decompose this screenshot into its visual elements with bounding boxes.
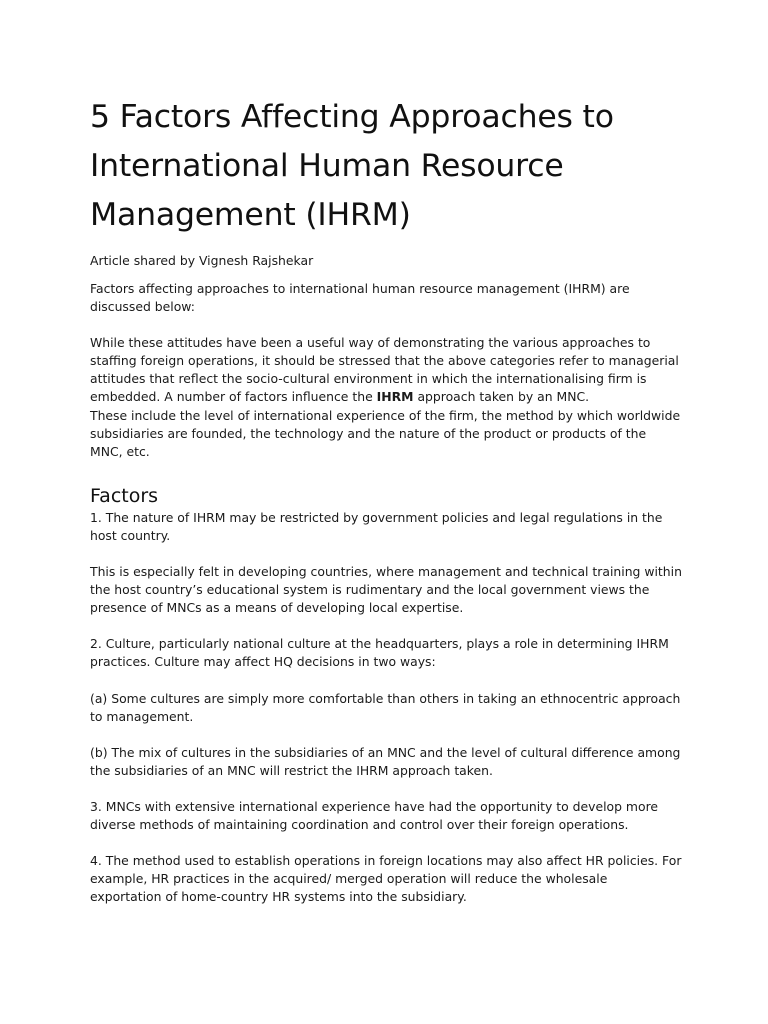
factor-1-paragraph: 1. The nature of IHRM may be restricted by government policies and legal regulations in the host country. [90, 509, 663, 543]
attitudes-text-end: approach taken by an MNC. [413, 389, 590, 405]
factors-heading: Factors [90, 484, 159, 507]
factor-3-paragraph: 3. MNCs with extensive international experience have had the opportunity to develop more diverse methods of maintaining coordination and control over their foreign operations. [90, 798, 659, 832]
article [90, 0, 682, 906]
factors-summary-text: These include the level of international experience of the firm, the method by which worldwide subsidiaries are founded, the technology and the nature of the product or products of the MNC, etc. [90, 407, 681, 459]
factor-2a-paragraph: (a) Some cultures are simply more comfortable than others in taking an ethnocentric approach to management. [90, 690, 681, 724]
attitudes-text: While these attitudes have been a useful way of demonstrating the various approaches to staffing foreign operations, it should be stressed that the above categories refer to managerial attitudes that reflect the socio-cultural environment in which the internationalising firm is embedded. A number of factors influence the [90, 335, 679, 405]
ihrm-bold-term: IHRM [376, 389, 414, 405]
factor-2-paragraph: 2. Culture, particularly national culture at the headquarters, plays a role in determining IHRM practices. Culture may affect HQ decisions in two ways: [90, 636, 669, 670]
developing-countries-paragraph: This is especially felt in developing countries, where management and technical training within the host country’s educational system is rudimentary and the local government views the presence of MNCs as a means of developing local expertise. [90, 564, 682, 616]
factor-2b-paragraph: (b) The mix of cultures in the subsidiaries of an MNC and the level of cultural difference among the subsidiaries of an MNC will restrict the IHRM approach taken. [90, 744, 681, 778]
factor-4-paragraph: 4. The method used to establish operations in foreign locations may also affect HR policies. For example, HR practices in the acquired/ merged operation will reduce the wholesale exportation of home-country HR systems into the subsidiary. [90, 853, 682, 905]
intro-paragraph: Factors affecting approaches to international human resource management (IHRM) are discussed below: [90, 281, 630, 315]
article-byline: Article shared by Vignesh Rajshekar [90, 253, 314, 268]
article-title: 5 Factors Affecting Approaches to International Human Resource Management (IHRM) [90, 99, 614, 233]
attitudes-paragraph [90, 334, 682, 461]
